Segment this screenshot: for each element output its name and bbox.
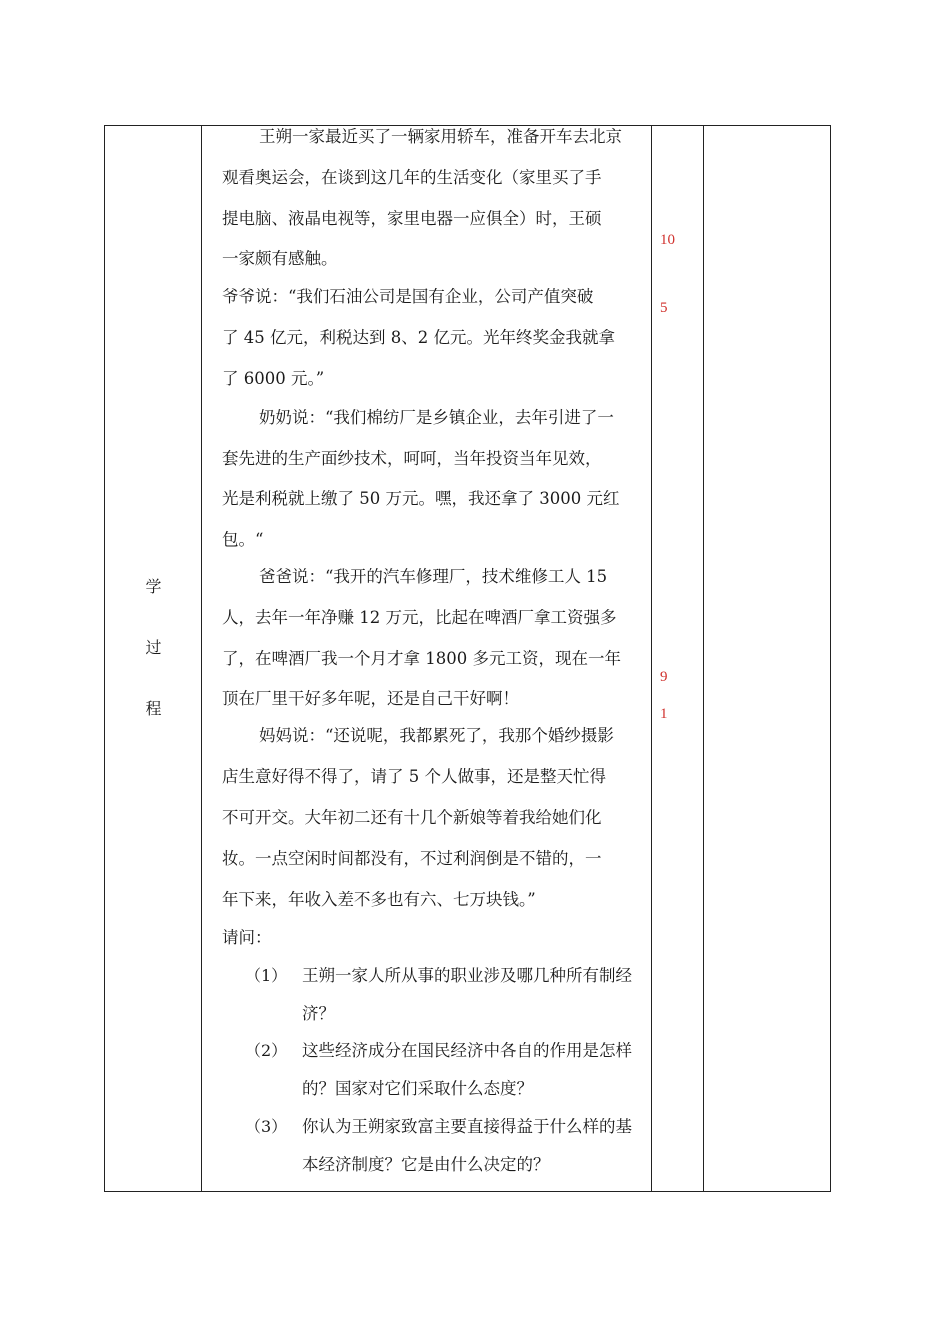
text-line: 顶在厂里干好多年呢，还是自己干好啊！ xyxy=(222,689,519,708)
text-line: 王朔一家最近买了一辆家用轿车，准备开车去北京 xyxy=(259,127,622,146)
text-line: 爸爸说：“我开的汽车修理厂，技术维修工人 15 xyxy=(259,567,608,586)
question-text: 本经济制度？它是由什么决定的？ xyxy=(302,1155,550,1174)
question-text: 你认为王朔家致富主要直接得益于什么样的基 xyxy=(302,1117,632,1136)
margin-number: 1 xyxy=(660,706,668,722)
text-line: 了 45 亿元，利税达到 8、2 亿元。光年终奖金我就拿 xyxy=(222,328,615,347)
question-text: 的？国家对它们采取什么态度？ xyxy=(302,1079,533,1098)
text-line: 套先进的生产面纱技术，呵呵，当年投资当年见效， xyxy=(222,449,602,468)
text-line: 光是利税就上缴了 50 万元。嘿，我还拿了 3000 元红 xyxy=(222,489,620,508)
question-number: （2） xyxy=(245,1041,288,1060)
text-line: 店生意好得不得了，请了 5 个人做事，还是整天忙得 xyxy=(222,767,606,786)
question-text: 济？ xyxy=(302,1004,335,1023)
text-line: 爷爷说：“我们石油公司是国有企业，公司产值突破 xyxy=(222,287,594,306)
text-line: 人，去年一年净赚 12 万元，比起在啤酒厂拿工资强多 xyxy=(222,608,617,627)
side-label-char: 学 xyxy=(145,577,162,596)
question-number: （1） xyxy=(245,966,288,985)
text-line: 一家颇有感触。 xyxy=(222,249,338,268)
lesson-table xyxy=(104,125,831,1192)
column-divider xyxy=(651,126,652,1191)
text-line: 妆。一点空闲时间都没有，不过利润倒是不错的，一 xyxy=(222,849,602,868)
process-label-column xyxy=(105,126,202,1191)
question-prompt: 请问： xyxy=(222,928,272,947)
text-line: 不可开交。大年初二还有十几个新娘等着我给她们化 xyxy=(222,808,602,827)
text-line: 妈妈说：“还说呢，我都累死了，我那个婚纱摄影 xyxy=(259,726,614,745)
text-line: 观看奥运会，在谈到这几年的生活变化（家里买了手 xyxy=(222,168,602,187)
text-line: 了，在啤酒厂我一个月才拿 1800 多元工资，现在一年 xyxy=(222,649,621,668)
margin-number: 5 xyxy=(660,300,668,316)
text-line: 包。“ xyxy=(222,530,264,549)
question-number: （3） xyxy=(245,1117,288,1136)
text-line: 提电脑、液晶电视等，家里电器一应俱全）时，王硕 xyxy=(222,209,602,228)
margin-number: 10 xyxy=(660,232,675,248)
text-line: 了 6000 元。” xyxy=(222,369,325,388)
side-label-char: 程 xyxy=(145,699,162,718)
column-divider xyxy=(703,126,704,1191)
question-text: 这些经济成分在国民经济中各自的作用是怎样 xyxy=(302,1041,632,1060)
text-line: 年下来，年收入差不多也有六、七万块钱。” xyxy=(222,890,536,909)
text-line: 奶奶说：“我们棉纺厂是乡镇企业，去年引进了一 xyxy=(259,408,614,427)
side-label-char: 过 xyxy=(145,638,162,657)
question-text: 王朔一家人所从事的职业涉及哪几种所有制经 xyxy=(302,966,632,985)
margin-number: 9 xyxy=(660,669,668,685)
